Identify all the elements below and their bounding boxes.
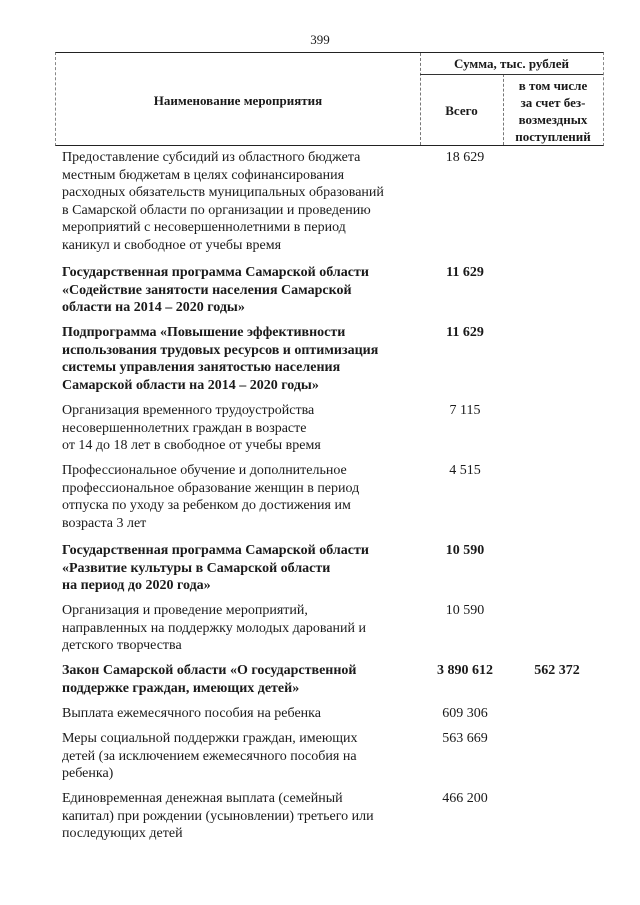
row-name-line: Предоставление субсидий из областного бюджета xyxy=(62,150,361,165)
row-name-line: Профессиональное обучение и дополнительное xyxy=(62,463,347,478)
row-name-line: Меры социальной поддержки граждан, имеющих xyxy=(62,731,358,746)
row-name-line: капитал) при рождении (усыновлении) третьего или xyxy=(62,808,374,824)
row-name-line: Организация и проведение мероприятий, xyxy=(62,603,308,618)
header-grants-line: в том числе xyxy=(518,78,588,93)
row-total: 10 590 xyxy=(445,543,485,558)
row-name xyxy=(62,730,407,783)
row-name xyxy=(62,462,407,532)
row-name xyxy=(62,602,407,655)
row-total: 18 629 xyxy=(445,150,485,165)
row-name-line: детей (за исключением ежемесячного пособия на xyxy=(62,748,357,764)
row-total: 11 629 xyxy=(446,265,484,280)
row-name xyxy=(62,324,407,394)
row-name-line: местным бюджетам в целях софинансирования xyxy=(62,167,345,183)
row-name-line: отпуска по уходу за ребенком до достижения им xyxy=(62,498,351,513)
row-name-line: Государственная программа Самарской области xyxy=(62,543,369,558)
row-name-line: Закон Самарской области «О государственной xyxy=(62,663,357,678)
row-name-line: Организация временного трудоустройства xyxy=(62,403,315,418)
row-grants: 562 372 xyxy=(534,663,580,678)
row-name xyxy=(62,790,407,843)
row-name-line: профессиональное образование женщин в период xyxy=(62,480,360,496)
row-name-line: использования трудовых ресурсов и оптимизация xyxy=(62,342,379,358)
row-name xyxy=(62,149,407,254)
row-name-line: на период до 2020 года» xyxy=(62,578,211,593)
row-total: 609 306 xyxy=(442,706,488,721)
row-name-line: ребенка) xyxy=(62,766,114,781)
header-grants-column xyxy=(503,77,603,145)
row-name-line: Единовременная денежная выплата (семейный xyxy=(62,791,343,806)
row-name-line: области на 2014 – 2020 годы» xyxy=(62,300,245,315)
row-name-line: Подпрограмма «Повышение эффективности xyxy=(62,325,346,340)
row-total: 10 590 xyxy=(445,603,485,618)
header-sum-column: Сумма, тыс. рублей xyxy=(454,56,569,71)
row-name-line: мероприятий с несовершеннолетними в период xyxy=(62,220,346,235)
page-number: 399 xyxy=(310,32,330,47)
row-name-line: несовершеннолетних граждан в возрасте xyxy=(62,420,307,436)
row-name xyxy=(62,402,407,455)
row-total: 3 890 612 xyxy=(437,663,493,678)
row-name-line: расходных обязательств муниципальных образований xyxy=(62,185,384,200)
row-name-line: от 14 до 18 лет в свободное от учебы время xyxy=(62,438,321,453)
row-name-line: системы управления занятостью населения xyxy=(62,360,341,375)
row-name-line: «Содействие занятости населения Самарской xyxy=(62,282,352,298)
row-total: 7 115 xyxy=(449,403,481,418)
header-grants-line: за счет без- xyxy=(520,95,586,110)
row-name-line: детского творчества xyxy=(62,638,182,653)
header-grants-line: возмездных xyxy=(518,112,588,127)
row-name-line: Самарской области на 2014 – 2020 годы» xyxy=(62,377,319,393)
header-name-column: Наименование мероприятия xyxy=(153,93,323,108)
row-name xyxy=(62,542,407,595)
row-name-line: последующих детей xyxy=(62,826,183,841)
row-name-line: возраста 3 лет xyxy=(62,515,147,531)
row-total: 4 515 xyxy=(449,463,481,478)
row-name xyxy=(62,662,407,697)
row-name-line: поддержке граждан, имеющих детей» xyxy=(62,680,300,696)
row-total: 466 200 xyxy=(442,791,488,806)
header-grants-line: поступлений xyxy=(515,129,591,144)
row-name xyxy=(62,264,407,317)
row-name-line: Государственная программа Самарской области xyxy=(62,265,369,280)
table-header xyxy=(55,52,604,146)
row-name-line: каникул и свободное от учебы время xyxy=(62,237,282,253)
header-divider xyxy=(420,74,603,75)
row-name-line: направленных на поддержку молодых дарований и xyxy=(62,620,367,636)
row-name-line: в Самарской области по организации и проведению xyxy=(62,202,371,218)
row-name-line: Выплата ежемесячного пособия на ребенка xyxy=(62,706,321,721)
row-total: 11 629 xyxy=(446,325,484,340)
header-total-column: Всего xyxy=(445,103,478,118)
row-total: 563 669 xyxy=(442,731,488,746)
row-name xyxy=(62,705,407,723)
row-name-line: «Развитие культуры в Самарской области xyxy=(62,560,331,576)
